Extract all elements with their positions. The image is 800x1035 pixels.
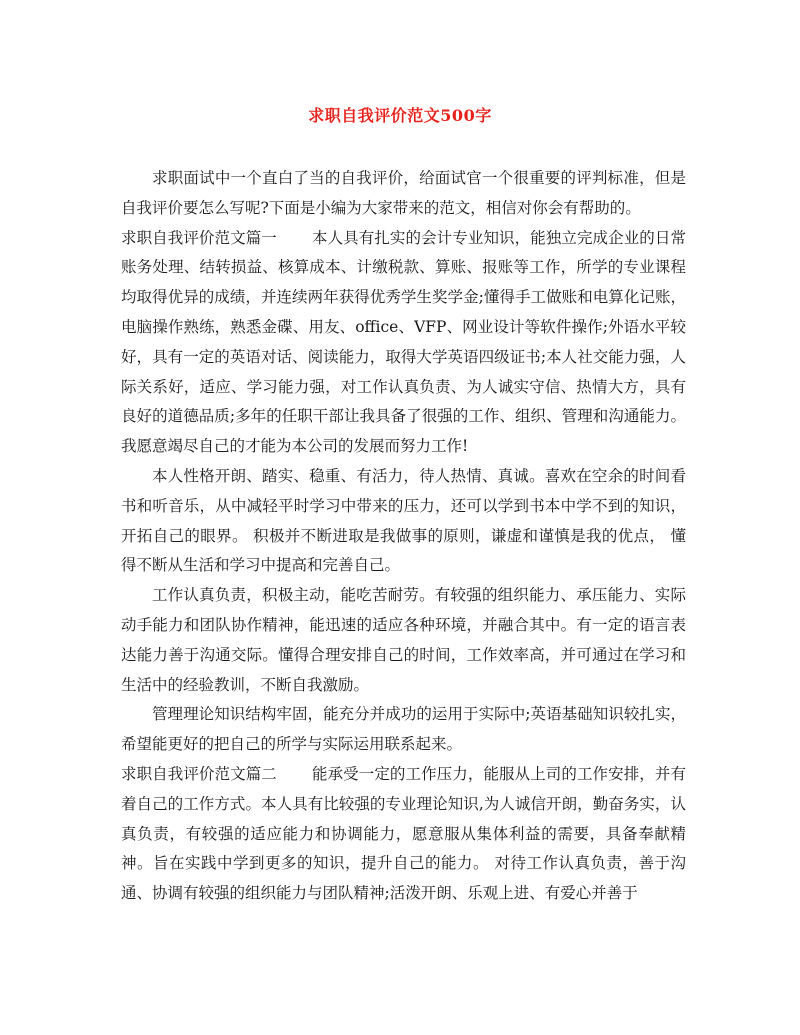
paragraph-sample-one bbox=[121, 224, 686, 462]
paragraph-work-attitude bbox=[121, 581, 686, 700]
document-body bbox=[121, 164, 686, 909]
section-label: 求职自我评价范文篇二 bbox=[121, 764, 277, 783]
paragraph-text: 本人性格开朗、踏实、稳重、有活力，待人热情、真诚。喜欢在空余的时间看书和听音乐，从中减轻平时学习中带来的压力，还可以学到书本中学不到的知识，开拓自己的眼界。 积极并不断进取是我做事的原则，谦虚和谨慎是我的优点， 懂得不断从生活和学习中提高和完善自己。 bbox=[121, 466, 686, 575]
paragraph-sample-two bbox=[121, 760, 686, 909]
paragraph-text: 能承受一定的工作压力，能服从上司的工作安排，并有着自己的工作方式。本人具有比较强的专业理论知识,为人诚信开朗，勤奋务实，认真负责，有较强的适应能力和协调能力，愿意服从集体利益的需要，具备奉献精神。旨在实践中学到更多的知识，提升自己的能力。 对待工作认真负责，善于沟通、协调有较强的组织能力与团队精神;活泼开朗、乐观上进、有爱心并善于 bbox=[121, 764, 686, 903]
paragraph-text: 本人具有扎实的会计专业知识，能独立完成企业的日常账务处理、结转损益、核算成本、计缴税款、算账、报账等工作，所学的专业课程均取得优异的成绩，并连续两年获得优秀学生奖学金;懂得手工做账和电算化记账，电脑操作熟练，熟悉金碟、用友、office、VFP、网业设计等软件操作;外语水平较好，具有一定的英语对话、阅读能力，取得大学英语四级证书;本人社交能力强，人际关系好，适应、学习能力强，对工作认真负责、为人诚实守信、热情大方，具有良好的道德品质;多年的任职干部让我具备了很强的工作、组织、管理和沟通能力。我愿意竭尽自己的才能为本公司的发展而努力工作! bbox=[121, 228, 686, 456]
paragraph-personality bbox=[121, 462, 686, 581]
paragraph-intro bbox=[121, 164, 686, 224]
paragraph-text: 管理理论知识结构牢固，能充分并成功的运用于实际中;英语基础知识较扎实，希望能更好的把自己的所学与实际运用联系起来。 bbox=[121, 705, 686, 754]
section-label: 求职自我评价范文篇一 bbox=[121, 228, 277, 247]
document-title: 求职自我评价范文500字 bbox=[308, 106, 492, 125]
paragraph-text: 求职面试中一个直白了当的自我评价，给面试官一个很重要的评判标准，但是自我评价要怎么写呢?下面是小编为大家带来的范文，相信对你会有帮助的。 bbox=[121, 169, 686, 217]
paragraph-management bbox=[121, 700, 686, 760]
paragraph-text: 工作认真负责，积极主动，能吃苦耐劳。有较强的组织能力、承压能力、实际动手能力和团队协作精神，能迅速的适应各种环境，并融合其中。有一定的语言表达能力善于沟通交际。懂得合理安排自己的时间，工作效率高，并可通过在学习和生活中的经验教训，不断自我激励。 bbox=[121, 586, 686, 694]
